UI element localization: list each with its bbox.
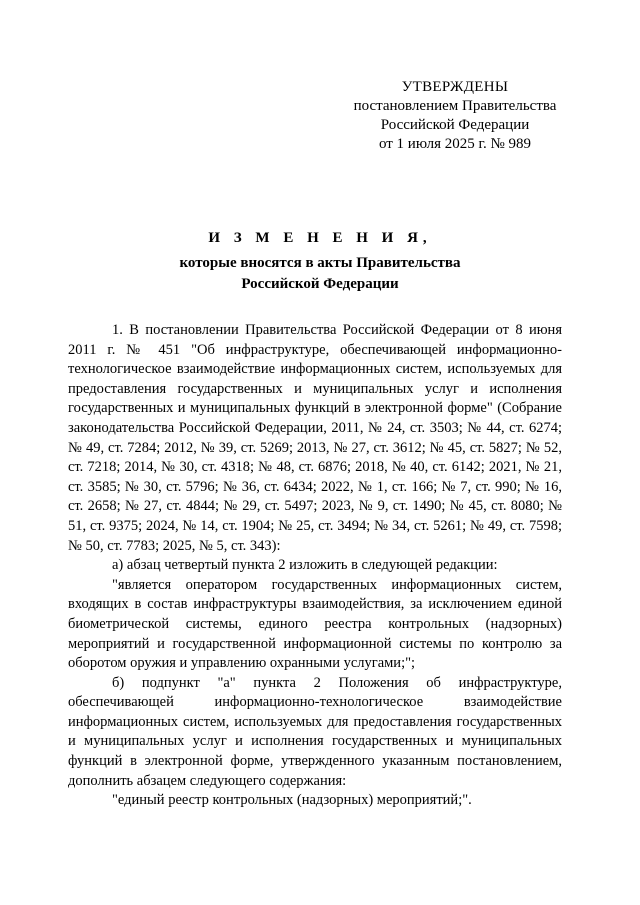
approval-line-2: Российской Федерации	[380, 117, 530, 133]
paragraph-5: "единый реестр контрольных (надзорных) мероприятий;".	[112, 792, 472, 809]
approval-line-3: от 1 июля 2025 г. № 989	[378, 136, 532, 152]
approval-line-1: постановлением Правительства	[353, 98, 557, 114]
paragraph-1: 1. В постановлении Правительства Российской Федерации от 8 июня 2011 г. № 451 "Об инфраструктуре, обеспечивающей информационно-технологическое взаимодействие информационных систем, используемых для предоставления государственных и муниципальных услуг и исполнения государственных и муниципальных функций в электронной форме" (Собрание законодательства Российской Федерации, 2011, № 24, ст. 3503; № 44, ст. 6274; № 49, ст. 7284; 2012, № 39, ст. 5269; 2013, № 27, ст. 3612; № 45, ст. 5827; № 52, ст. 7218; 2014, № 30, ст. 4318; № 48, ст. 6876; 2018, № 40, ст. 6142; 2021, № 21, ст. 3585; № 30, ст. 5796; № 36, ст. 6434; 2022, № 1, ст. 166; № 7, ст. 990; № 16, ст. 2658; № 27, ст. 4844; № 29, ст. 5497; 2023, № 9, ст. 1490; № 45, ст. 8080; № 51, ст. 9375; 2024, № 14, ст. 1904; № 25, ст. 3494; № 34, ст. 5261; № 49, ст. 7598; № 50, ст. 7783; 2025, № 5, ст. 343):	[68, 322, 562, 554]
approval-block	[340, 78, 570, 154]
paragraph-2: а) абзац четвертый пункта 2 изложить в следующей редакции:	[112, 557, 498, 574]
approval-title: УТВЕРЖДЕНЫ	[401, 79, 509, 95]
heading-line-2: Российской Федерации	[241, 276, 399, 292]
paragraph-4: б) подпункт "а" пункта 2 Положения об инфраструктуре, обеспечивающей информационно-технологическое взаимодействие информационных систем, используемых для предоставления государственных и муниципальных услуг и исполнения государственных и муниципальных функций в электронной форме, утвержденного указанным постановлением, дополнить абзацем следующего содержания:	[68, 674, 562, 789]
document-heading	[60, 228, 580, 295]
heading-title: И З М Е Н Е Н И Я,	[208, 230, 432, 246]
heading-line-1: которые вносятся в акты Правительства	[179, 255, 461, 271]
paragraph-3: "является оператором государственных информационных систем, входящих в состав инфраструктуры взаимодействия, за исключением единой биометрической системы, единого реестра контрольных (надзорных) мероприятий и государственной информационной системы по контролю за оборотом оружия и управлению охранными услугами;";	[68, 576, 562, 672]
document-body	[68, 321, 562, 811]
